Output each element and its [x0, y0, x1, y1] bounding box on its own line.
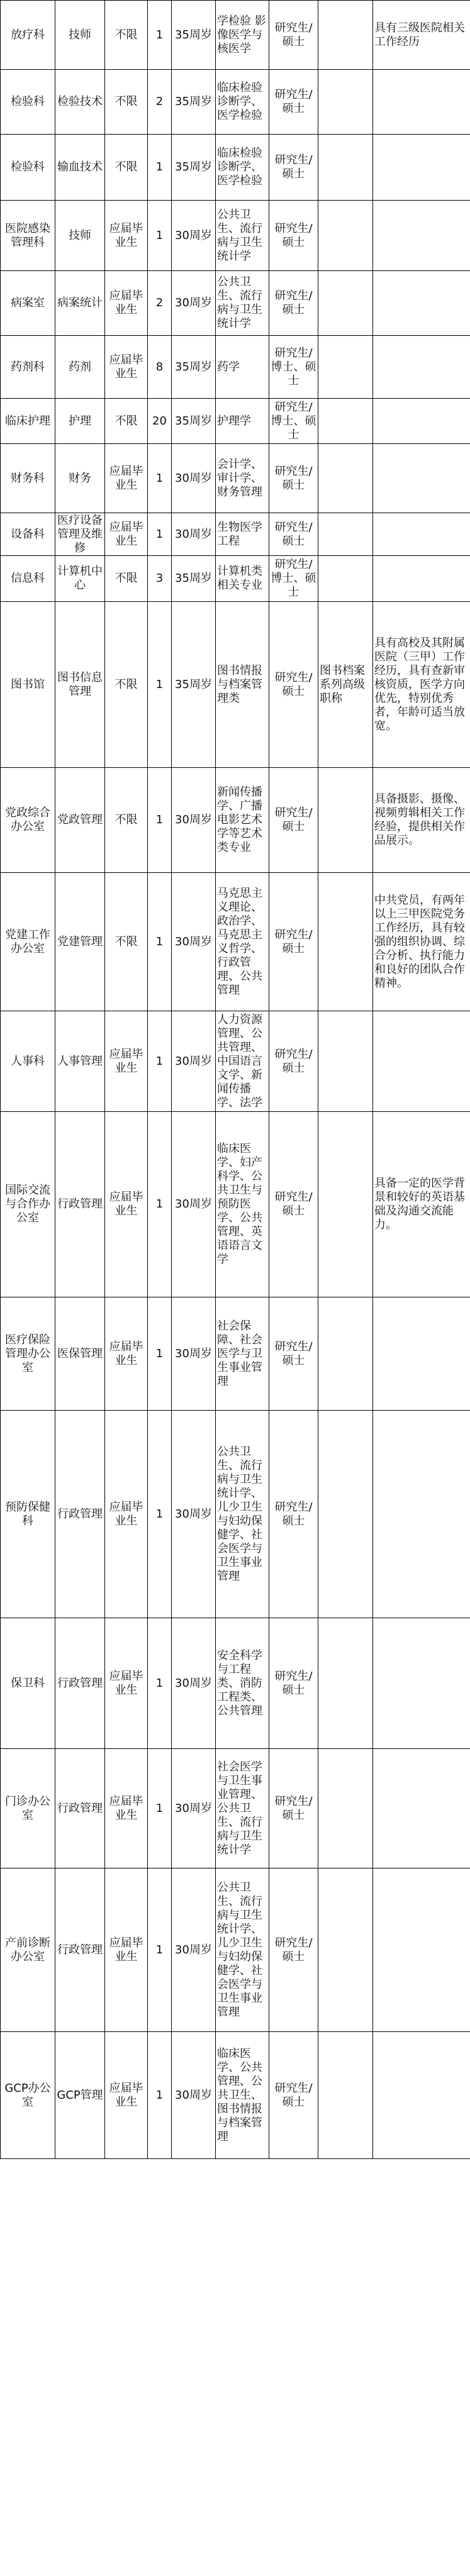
requirement-cell: 不限	[105, 768, 148, 873]
title-cell	[318, 1, 373, 70]
education-cell: 研究生/硕士	[269, 135, 318, 201]
other-requirements-cell	[373, 70, 470, 135]
department-cell: 临床护理	[1, 399, 55, 444]
count-cell: 1	[148, 873, 172, 1011]
other-requirements-cell: 具有三级医院相关工作经历	[373, 1, 470, 70]
department-cell: GCP办公室	[1, 2032, 55, 2159]
table-row	[1, 70, 470, 135]
post-cell: 输血技术	[55, 135, 105, 201]
department-cell: 医院感染管理科	[1, 201, 55, 271]
table-row	[1, 2032, 470, 2159]
major-cell: 公共卫生、流行病与卫生统计学	[216, 201, 269, 271]
title-cell	[318, 1297, 373, 1411]
table-row	[1, 135, 470, 201]
requirement-cell: 应届毕业生	[105, 1011, 148, 1112]
age-cell: 30周岁	[172, 1297, 216, 1411]
age-cell: 30周岁	[172, 201, 216, 271]
major-cell: 马克思主义理论、政治学、马克思主义哲学、行政管理、公共管理	[216, 873, 269, 1011]
post-cell: 党建管理	[55, 873, 105, 1011]
other-requirements-cell	[373, 336, 470, 399]
post-cell: 护理	[55, 399, 105, 444]
education-cell: 研究生/硕士	[269, 1297, 318, 1411]
age-cell: 30周岁	[172, 271, 216, 336]
post-cell: 医疗设备管理及维修	[55, 513, 105, 556]
department-cell: 信息科	[1, 556, 55, 602]
requirement-cell: 应届毕业生	[105, 1411, 148, 1618]
age-cell: 30周岁	[172, 873, 216, 1011]
title-cell	[318, 873, 373, 1011]
table-row	[1, 399, 470, 444]
requirement-cell: 不限	[105, 135, 148, 201]
title-cell	[318, 2032, 373, 2159]
education-cell: 研究生/硕士	[269, 1618, 318, 1749]
major-cell: 药学	[216, 336, 269, 399]
education-cell: 研究生/硕士	[269, 1112, 318, 1297]
count-cell: 1	[148, 513, 172, 556]
major-cell: 临床检验诊断学、医学检验	[216, 135, 269, 201]
department-cell: 党建工作办公室	[1, 873, 55, 1011]
age-cell: 30周岁	[172, 444, 216, 513]
age-cell: 30周岁	[172, 1112, 216, 1297]
education-cell: 研究生/硕士	[269, 271, 318, 336]
major-cell: 社会医学与卫生事业管理、公共卫生、流行病与卫生统计学	[216, 1749, 269, 1868]
age-cell: 30周岁	[172, 768, 216, 873]
title-cell: 图书档案系列高级职称	[318, 602, 373, 768]
other-requirements-cell: 具备摄影、摄像、视频剪辑相关工作经验，提供相关作品展示。	[373, 768, 470, 873]
title-cell	[318, 1411, 373, 1618]
table-row	[1, 873, 470, 1011]
major-cell: 安全科学与工程类、消防工程类、公共管理	[216, 1618, 269, 1749]
other-requirements-cell	[373, 201, 470, 271]
education-cell: 研究生/硕士	[269, 602, 318, 768]
other-requirements-cell	[373, 556, 470, 602]
other-requirements-cell	[373, 1411, 470, 1618]
age-cell: 30周岁	[172, 513, 216, 556]
post-cell: 药剂	[55, 336, 105, 399]
age-cell: 35周岁	[172, 70, 216, 135]
education-cell: 研究生/硕士	[269, 1868, 318, 2032]
count-cell: 1	[148, 768, 172, 873]
education-cell: 研究生/硕士	[269, 1411, 318, 1618]
major-cell: 计算机类相关专业	[216, 556, 269, 602]
post-cell: 行政管理	[55, 1868, 105, 2032]
education-cell: 研究生/博士、硕士	[269, 336, 318, 399]
education-cell: 研究生/硕士	[269, 1011, 318, 1112]
education-cell: 研究生/博士、硕士	[269, 399, 318, 444]
post-cell: 财务	[55, 444, 105, 513]
table-row	[1, 1618, 470, 1749]
major-cell: 临床医学、妇产科学、公共卫生与预防医学、公共管理、英语语言文学	[216, 1112, 269, 1297]
title-cell	[318, 768, 373, 873]
table-row	[1, 602, 470, 768]
age-cell: 35周岁	[172, 336, 216, 399]
table-row	[1, 336, 470, 399]
major-cell: 学检验 影像医学与核医学	[216, 1, 269, 70]
education-cell: 研究生/硕士	[269, 873, 318, 1011]
education-cell: 研究生/博士、硕士	[269, 556, 318, 602]
count-cell: 1	[148, 201, 172, 271]
other-requirements-cell	[373, 1618, 470, 1749]
count-cell: 1	[148, 602, 172, 768]
title-cell	[318, 513, 373, 556]
other-requirements-cell: 中共党员，有两年以上三甲医院党务工作经历，具有较强的组织协调、综合分析、执行能力和良好的团队合作精神。	[373, 873, 470, 1011]
count-cell: 20	[148, 399, 172, 444]
count-cell: 1	[148, 1618, 172, 1749]
requirement-cell: 应届毕业生	[105, 271, 148, 336]
requirement-cell: 应届毕业生	[105, 1868, 148, 2032]
requirement-cell: 不限	[105, 556, 148, 602]
other-requirements-cell	[373, 1749, 470, 1868]
other-requirements-cell: 具有高校及其附属医院（三甲）工作经历，具有查新审核资质，医学方向优先，特别优秀者，年龄可适当放宽。	[373, 602, 470, 768]
department-cell: 药剂科	[1, 336, 55, 399]
post-cell: 技师	[55, 1, 105, 70]
title-cell	[318, 399, 373, 444]
title-cell	[318, 1618, 373, 1749]
department-cell: 医疗保险管理办公室	[1, 1297, 55, 1411]
requirement-cell: 应届毕业生	[105, 1618, 148, 1749]
post-cell: 图书信息管理	[55, 602, 105, 768]
other-requirements-cell	[373, 271, 470, 336]
table-row	[1, 1297, 470, 1411]
major-cell: 临床检验诊断学、医学检验	[216, 70, 269, 135]
department-cell: 放疗科	[1, 1, 55, 70]
major-cell: 图书情报与档案管理类	[216, 602, 269, 768]
post-cell: GCP管理	[55, 2032, 105, 2159]
education-cell: 研究生/硕士	[269, 2032, 318, 2159]
table-row	[1, 1112, 470, 1297]
table-row	[1, 271, 470, 336]
department-cell: 图书馆	[1, 602, 55, 768]
requirement-cell: 应届毕业生	[105, 2032, 148, 2159]
post-cell: 行政管理	[55, 1411, 105, 1618]
other-requirements-cell	[373, 1868, 470, 2032]
count-cell: 2	[148, 70, 172, 135]
other-requirements-cell	[373, 135, 470, 201]
age-cell: 30周岁	[172, 1749, 216, 1868]
table-row	[1, 768, 470, 873]
education-cell: 研究生/硕士	[269, 70, 318, 135]
count-cell: 1	[148, 1297, 172, 1411]
title-cell	[318, 271, 373, 336]
count-cell: 1	[148, 1868, 172, 2032]
major-cell: 公共卫生、流行病与卫生统计学、儿少卫生与妇幼保健学、社会医学与卫生事业管理	[216, 1868, 269, 2032]
major-cell: 会计学、审计学、财务管理	[216, 444, 269, 513]
age-cell: 35周岁	[172, 135, 216, 201]
post-cell: 检验技术	[55, 70, 105, 135]
table-row	[1, 1, 470, 70]
age-cell: 30周岁	[172, 1868, 216, 2032]
department-cell: 国际交流与合作办公室	[1, 1112, 55, 1297]
table-row	[1, 556, 470, 602]
count-cell: 1	[148, 1011, 172, 1112]
requirement-cell: 不限	[105, 399, 148, 444]
count-cell: 1	[148, 2032, 172, 2159]
title-cell	[318, 1749, 373, 1868]
education-cell: 研究生/硕士	[269, 201, 318, 271]
age-cell: 35周岁	[172, 1, 216, 70]
other-requirements-cell	[373, 2032, 470, 2159]
title-cell	[318, 1011, 373, 1112]
count-cell: 1	[148, 444, 172, 513]
post-cell: 行政管理	[55, 1112, 105, 1297]
requirement-cell: 不限	[105, 873, 148, 1011]
post-cell: 医保管理	[55, 1297, 105, 1411]
department-cell: 财务科	[1, 444, 55, 513]
table-row	[1, 513, 470, 556]
requirement-cell: 应届毕业生	[105, 1112, 148, 1297]
department-cell: 病案室	[1, 271, 55, 336]
requirement-cell: 应届毕业生	[105, 201, 148, 271]
department-cell: 保卫科	[1, 1618, 55, 1749]
count-cell: 1	[148, 1411, 172, 1618]
post-cell: 人事管理	[55, 1011, 105, 1112]
count-cell: 3	[148, 556, 172, 602]
table-row	[1, 444, 470, 513]
major-cell: 新闻传播学、广播电影艺术学等艺术类专业	[216, 768, 269, 873]
table-row	[1, 201, 470, 271]
title-cell	[318, 201, 373, 271]
post-cell: 技师	[55, 201, 105, 271]
education-cell: 研究生/硕士	[269, 1749, 318, 1868]
other-requirements-cell	[373, 513, 470, 556]
table-row	[1, 1011, 470, 1112]
education-cell: 研究生/硕士	[269, 444, 318, 513]
major-cell: 生物医学工程	[216, 513, 269, 556]
count-cell: 1	[148, 1112, 172, 1297]
age-cell: 30周岁	[172, 2032, 216, 2159]
title-cell	[318, 70, 373, 135]
major-cell: 临床医学、公共管理、公共卫生、图书情报与档案管理	[216, 2032, 269, 2159]
post-cell: 行政管理	[55, 1749, 105, 1868]
requirement-cell: 应届毕业生	[105, 444, 148, 513]
age-cell: 30周岁	[172, 1011, 216, 1112]
count-cell: 1	[148, 135, 172, 201]
age-cell: 35周岁	[172, 556, 216, 602]
requirement-cell: 不限	[105, 602, 148, 768]
table-body	[1, 1, 470, 2159]
title-cell	[318, 1868, 373, 2032]
department-cell: 预防保健科	[1, 1411, 55, 1618]
post-cell: 计算机中心	[55, 556, 105, 602]
requirement-cell: 应届毕业生	[105, 336, 148, 399]
other-requirements-cell	[373, 444, 470, 513]
department-cell: 设备科	[1, 513, 55, 556]
table-row	[1, 1868, 470, 2032]
department-cell: 产前诊断办公室	[1, 1868, 55, 2032]
age-cell: 35周岁	[172, 602, 216, 768]
major-cell: 人力资源管理、公共管理、中国语言文学、新闻传播学、法学	[216, 1011, 269, 1112]
requirement-cell: 应届毕业生	[105, 1297, 148, 1411]
age-cell: 30周岁	[172, 1411, 216, 1618]
count-cell: 8	[148, 336, 172, 399]
department-cell: 门诊办公室	[1, 1749, 55, 1868]
education-cell: 研究生/硕士	[269, 513, 318, 556]
table-row	[1, 1411, 470, 1618]
department-cell: 党政综合办公室	[1, 768, 55, 873]
education-cell: 研究生/硕士	[269, 1, 318, 70]
major-cell: 社会保障、社会医学与卫生事业管理	[216, 1297, 269, 1411]
other-requirements-cell	[373, 1011, 470, 1112]
count-cell: 1	[148, 1749, 172, 1868]
title-cell	[318, 135, 373, 201]
major-cell: 护理学	[216, 399, 269, 444]
major-cell: 公共卫生、流行病与卫生统计学、儿少卫生与妇幼保健学、社会医学与卫生事业管理	[216, 1411, 269, 1618]
count-cell: 2	[148, 271, 172, 336]
title-cell	[318, 1112, 373, 1297]
department-cell: 人事科	[1, 1011, 55, 1112]
other-requirements-cell	[373, 1297, 470, 1411]
post-cell: 行政管理	[55, 1618, 105, 1749]
department-cell: 检验科	[1, 70, 55, 135]
requirement-cell: 不限	[105, 1, 148, 70]
title-cell	[318, 444, 373, 513]
title-cell	[318, 336, 373, 399]
post-cell: 党政管理	[55, 768, 105, 873]
requirement-cell: 应届毕业生	[105, 1749, 148, 1868]
age-cell: 35周岁	[172, 399, 216, 444]
education-cell: 研究生/硕士	[269, 768, 318, 873]
post-cell: 病案统计	[55, 271, 105, 336]
count-cell: 1	[148, 1, 172, 70]
title-cell	[318, 556, 373, 602]
other-requirements-cell: 具备一定的医学背景和较好的英语基础及沟通交流能力。	[373, 1112, 470, 1297]
age-cell: 30周岁	[172, 1618, 216, 1749]
department-cell: 检验科	[1, 135, 55, 201]
table-row	[1, 1749, 470, 1868]
major-cell: 公共卫生、流行病与卫生统计学	[216, 271, 269, 336]
requirement-cell: 应届毕业生	[105, 513, 148, 556]
requirement-cell: 不限	[105, 70, 148, 135]
other-requirements-cell	[373, 399, 470, 444]
